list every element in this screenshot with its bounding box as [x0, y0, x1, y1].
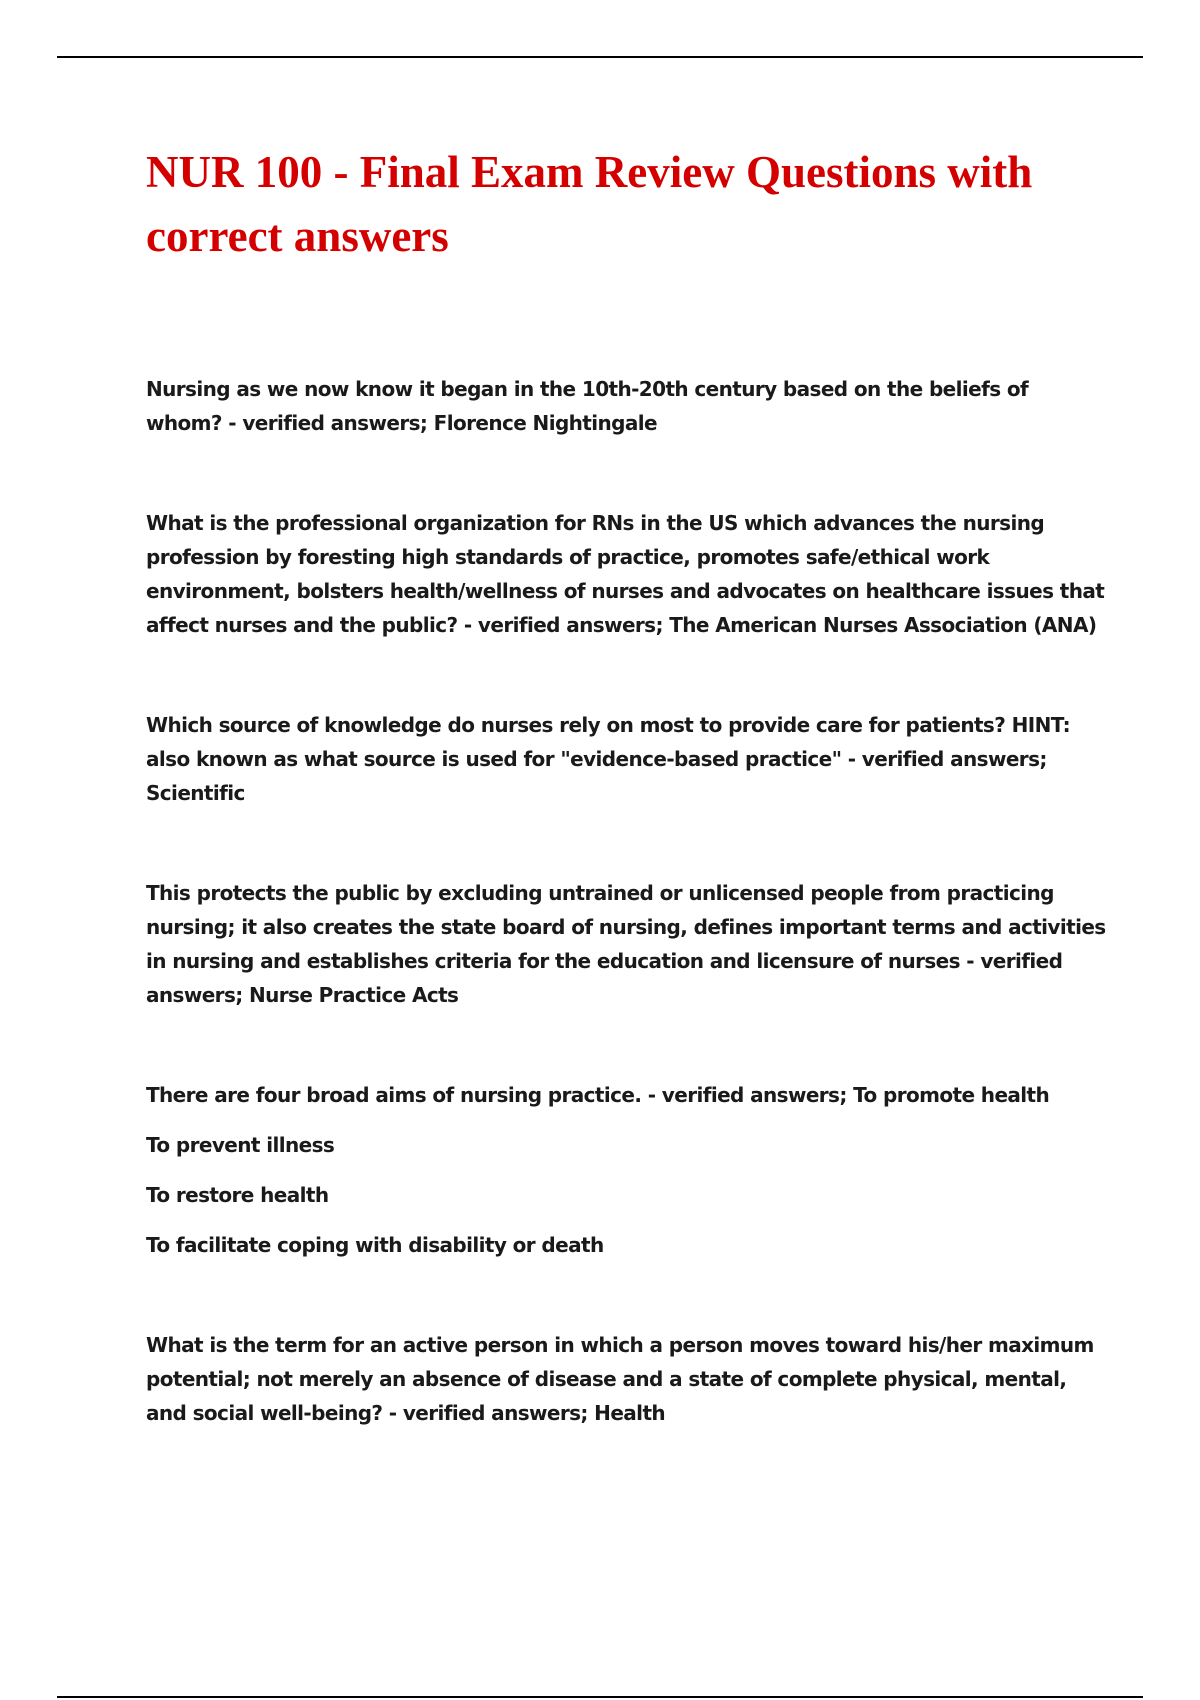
top-divider: [57, 56, 1143, 58]
bottom-divider: [57, 1696, 1143, 1698]
document-body: [146, 140, 1106, 1496]
document-title: NUR 100 - Final Exam Review Questions with correct answers: [146, 147, 1033, 261]
qa-item-5-line: There are four broad aims of nursing practice. - verified answers; To promote health: [146, 1083, 1050, 1107]
qa-item-5-line: To restore health: [146, 1183, 329, 1207]
qa-item-5-line: To facilitate coping with disability or death: [146, 1233, 604, 1257]
qa-item-1: Nursing as we now know it began in the 10th-20th century based on the beliefs of whom? - verified answers; Florence Nightingale: [146, 377, 1029, 435]
qa-item-5: [146, 1078, 1106, 1262]
qa-item-4: This protects the public by excluding untrained or unlicensed people from practicing nursing; it also creates the state board of nursing, defines important terms and activities in nursing and establishes criteria for the education and licensure of nurses - verified answers; Nurse Practice Acts: [146, 881, 1106, 1007]
qa-item-5-line: To prevent illness: [146, 1133, 335, 1157]
qa-item-3: Which source of knowledge do nurses rely on most to provide care for patients? HINT: also known as what source is used for "evidence-based practice" - verified answers; Scientific: [146, 713, 1071, 805]
qa-item-6: What is the term for an active person in which a person moves toward his/her maximum potential; not merely an absence of disease and a state of complete physical, mental, and social well-being? - verified answers; Health: [146, 1333, 1094, 1425]
qa-item-2: What is the professional organization for RNs in the US which advances the nursing profession by foresting high standards of practice, promotes safe/ethical work environment, bolsters health/wellness of nurses and advocates on healthcare issues that affect nurses and the public? - verified answers; The American Nurses Association (ANA): [146, 511, 1105, 637]
